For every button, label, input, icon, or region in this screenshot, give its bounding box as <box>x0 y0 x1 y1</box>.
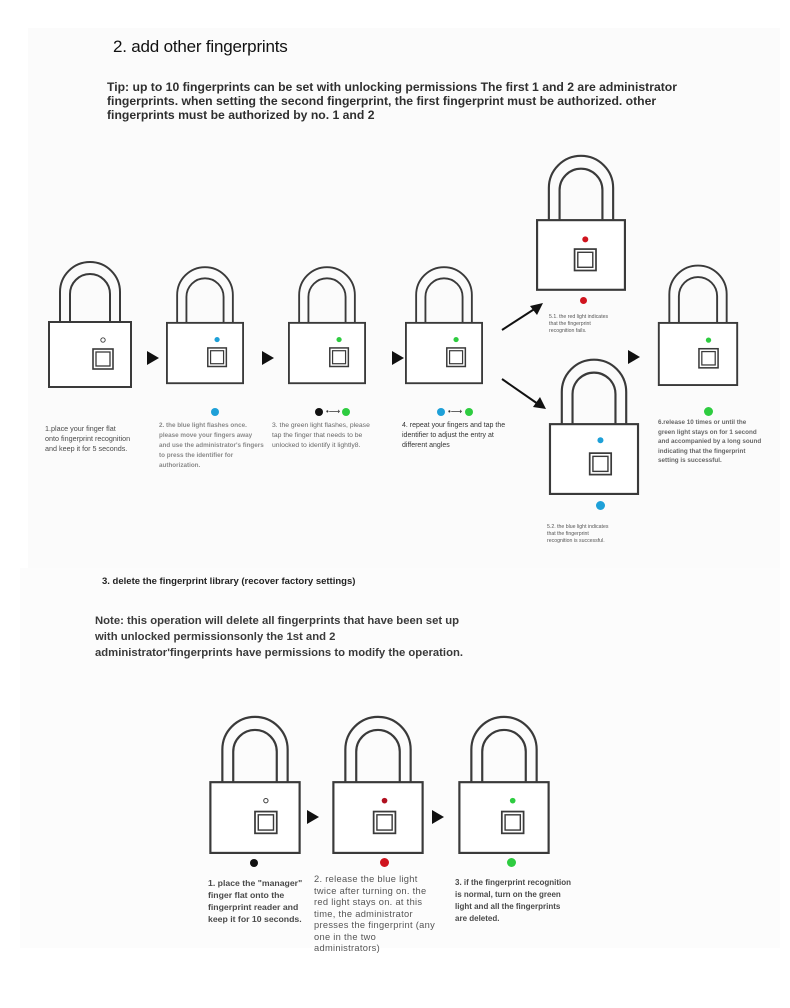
status-light-green <box>507 858 516 867</box>
next-arrow-icon <box>432 810 444 824</box>
section2-title: 2. add other fingerprints <box>113 37 288 56</box>
status-light-green <box>342 408 350 416</box>
padlock-icon <box>536 145 626 291</box>
status-light-red <box>580 297 587 304</box>
status-light-red <box>380 858 389 867</box>
status-light-green <box>704 407 713 416</box>
tip-line: Tip: up to 10 fingerprints can be set with unlocking permissions The first 1 and 2 are administrator <box>107 80 677 94</box>
status-light-blue <box>437 408 445 416</box>
link-arrow-icon: •⟶ <box>448 407 463 416</box>
del2-caption: 2. release the blue light twice after turning on. the red light stays on. at this time, the administrator presses the fingerprint (any one in the two administrators) <box>314 874 436 953</box>
padlock-icon <box>332 706 424 854</box>
step1-caption: 1.place your finger flat onto fingerprint recognition and keep it for 5 seconds. <box>45 424 131 453</box>
step6-caption: 6.release 10 times or until the green light stays on for 1 second and accompanied by a long sound indicating that the fingerprint setting is successful. <box>658 419 762 464</box>
section3-title: 3. delete the fingerprint library (recover factory settings) <box>102 576 356 587</box>
note-text: Note: this operation will delete all fingerprints that have been set up with unlocked permissionsonly the 1st and 2 administrator'fingerprints have permissions to modify the operation. <box>95 615 464 659</box>
next-arrow-icon <box>307 810 319 824</box>
step5-2-caption: 5.2. the blue light indicates that the fingerprint recognition is successful. <box>547 524 609 544</box>
padlock-icon <box>288 256 366 386</box>
status-light-green <box>465 408 473 416</box>
next-arrow-icon <box>147 351 159 365</box>
step3-caption: 3. the green light flashes, please tap the finger that needs to be unlocked to identify it lightly8. <box>272 422 370 449</box>
padlock-icon <box>548 349 640 495</box>
next-arrow-icon <box>392 351 404 365</box>
status-light-black <box>250 859 258 867</box>
branch-arrow-down-icon <box>500 376 548 412</box>
tip-line: fingerprints. when setting the second fingerprint, the first fingerprint must be authorized. other <box>107 94 657 108</box>
padlock-icon <box>656 256 740 386</box>
status-light-black <box>315 408 323 416</box>
del3-caption: 3. if the fingerprint recognition is normal, turn on the green light and all the fingerprints are deleted. <box>455 878 571 923</box>
status-light-blue <box>596 501 605 510</box>
padlock-icon <box>209 706 301 854</box>
next-arrow-icon <box>262 351 274 365</box>
padlock-icon <box>458 706 550 854</box>
step5-1-caption: 5.1. the red light indicates that the fingerprint recognition fails. <box>549 314 609 334</box>
next-arrow-icon <box>628 350 640 364</box>
padlock-icon <box>48 252 132 388</box>
link-arrow-icon: •⟶ <box>326 407 341 416</box>
tip-text <box>107 80 747 122</box>
step4-caption: 4. repeat your fingers and tap the identifier to adjust the entry at different angles <box>402 422 506 449</box>
padlock-icon <box>405 256 483 386</box>
step2-caption: 2. the blue light flashes once. please move your fingers away and use the administrator's fingers to press the identifier for authorization. <box>159 422 264 469</box>
branch-arrow-up-icon <box>500 300 545 335</box>
padlock-icon <box>166 256 244 386</box>
del1-caption: 1. place the "manager" finger flat onto the fingerprint reader and keep it for 10 seconds. <box>208 878 303 924</box>
tip-line: fingerprints must be authorized by no. 1 and 2 <box>107 108 375 122</box>
status-light-blue <box>211 408 219 416</box>
